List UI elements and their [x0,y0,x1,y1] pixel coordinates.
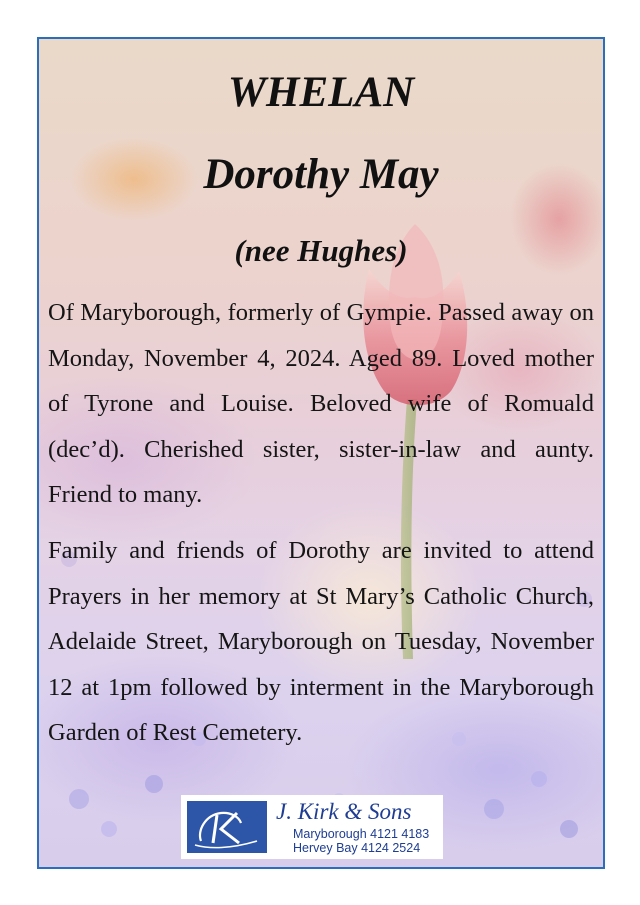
funeral-director-phone-maryborough: Maryborough 4121 4183 [293,827,430,841]
funeral-director-phone-hervey-bay: Hervey Bay 4124 2524 [293,841,421,855]
notice-frame [37,37,605,869]
notice-content [39,39,603,867]
funeral-director-name: J. Kirk & Sons [276,799,412,824]
deceased-given-names: Dorothy May [203,151,439,198]
jk-monogram-logo-icon [187,801,267,853]
deceased-surname: WHELAN [227,69,415,116]
notice-paragraph-service: Family and friends of Dorothy are invited to attend Prayers in her memory at St Mary’s Catholic Church, Adelaide Street, Maryborough on Tuesday, November 12 at 1pm followed by interment in the Maryborough Garden of Rest Cemetery. [48,537,594,747]
notice-paragraph-details: Of Maryborough, formerly of Gympie. Passed away on Monday, November 4, 2024. Aged 89. Loved mother of Tyrone and Louise. Beloved wife of Romuald (dec’d). Cherished sister, sister-in-law and aunty. Friend to many. [48,299,594,509]
deceased-maiden-name: (nee Hughes) [234,233,408,268]
funeral-director-logo [181,795,443,859]
